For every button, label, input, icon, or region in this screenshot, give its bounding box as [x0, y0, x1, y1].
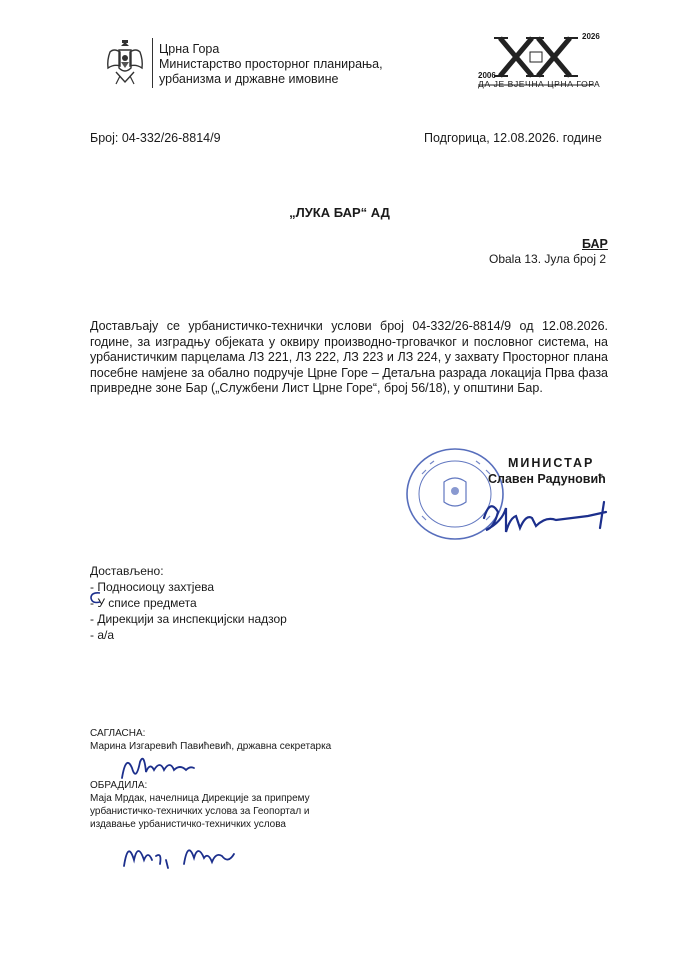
- delivered-item: - Подносиоцу захтјева: [90, 580, 215, 594]
- delivered-item: - Дирекцији за инспекцијски надзор: [90, 612, 287, 626]
- ministry-line: Црна Гора: [159, 42, 220, 56]
- delivered-heading: Достављено:: [90, 564, 164, 578]
- handwritten-signature-icon: [476, 488, 616, 542]
- addressee-street: Obala 13. Јула број 2: [488, 252, 606, 266]
- agreed-person: Марина Изгаревић Павићевић, државна секретарка: [90, 741, 332, 752]
- ministry-line: Министарство просторног планирања,: [159, 57, 383, 71]
- delivered-item: - а/а: [90, 628, 115, 642]
- document-number: Број: 04-332/26-8814/9: [90, 131, 221, 145]
- montenegro-coat-of-arms-icon: [104, 38, 146, 86]
- minister-name: Славен Радуновић: [488, 472, 606, 486]
- prepared-line: издавање урбанистичко-техничких услова: [90, 819, 286, 830]
- addressee-city: БАР: [582, 237, 608, 251]
- jubilee-year-end: 2026: [582, 32, 600, 41]
- handwritten-signature-icon: [118, 748, 198, 784]
- jubilee-motto: ДА ЈЕ ВЈЕЧНА ЦРНА ГОРА: [478, 79, 601, 89]
- header-divider: [152, 38, 153, 88]
- addressee-name: „ЛУКА БАР“ АД: [289, 205, 390, 220]
- jubilee-year-start: 2006: [478, 71, 496, 80]
- minister-title: МИНИСТАР: [508, 456, 595, 470]
- ministry-line: урбанизма и државне имовине: [159, 72, 339, 86]
- agreed-label: САГЛАСНА:: [90, 728, 146, 739]
- delivered-list: [90, 563, 287, 643]
- delivered-item: - У списе предмета: [90, 596, 197, 610]
- ministry-name: [159, 42, 383, 87]
- letter-body: Достављају се урбанистичко-технички услови број 04-332/26-8814/9 од 12.08.2026. године, за изградњу објеката у оквиру производно-трговачког и пословног система, на урбанистичким парцелама ЛЗ 221, ЛЗ 222, ЛЗ 223 и ЛЗ 224, у захвату Просторног плана посебне намјене за обално подручје Црне Горе – Детаљна разрада локација Прва фаза привредне зоне Бар („Службени Лист Црне Горе“, број 56/18), у општини Бар.: [90, 319, 608, 395]
- place-and-date: Подгорица, 12.08.2026. године: [424, 131, 602, 145]
- handwritten-signature-icon: [118, 834, 242, 874]
- prepared-line: урбанистичко-техничких услова за Геопортал и: [90, 806, 310, 817]
- prepared-label: ОБРАДИЛА:: [90, 780, 148, 791]
- prepared-line: Маја Мрдак, начелница Дирекције за припрему: [90, 793, 310, 804]
- handwritten-mark-icon: [88, 590, 106, 606]
